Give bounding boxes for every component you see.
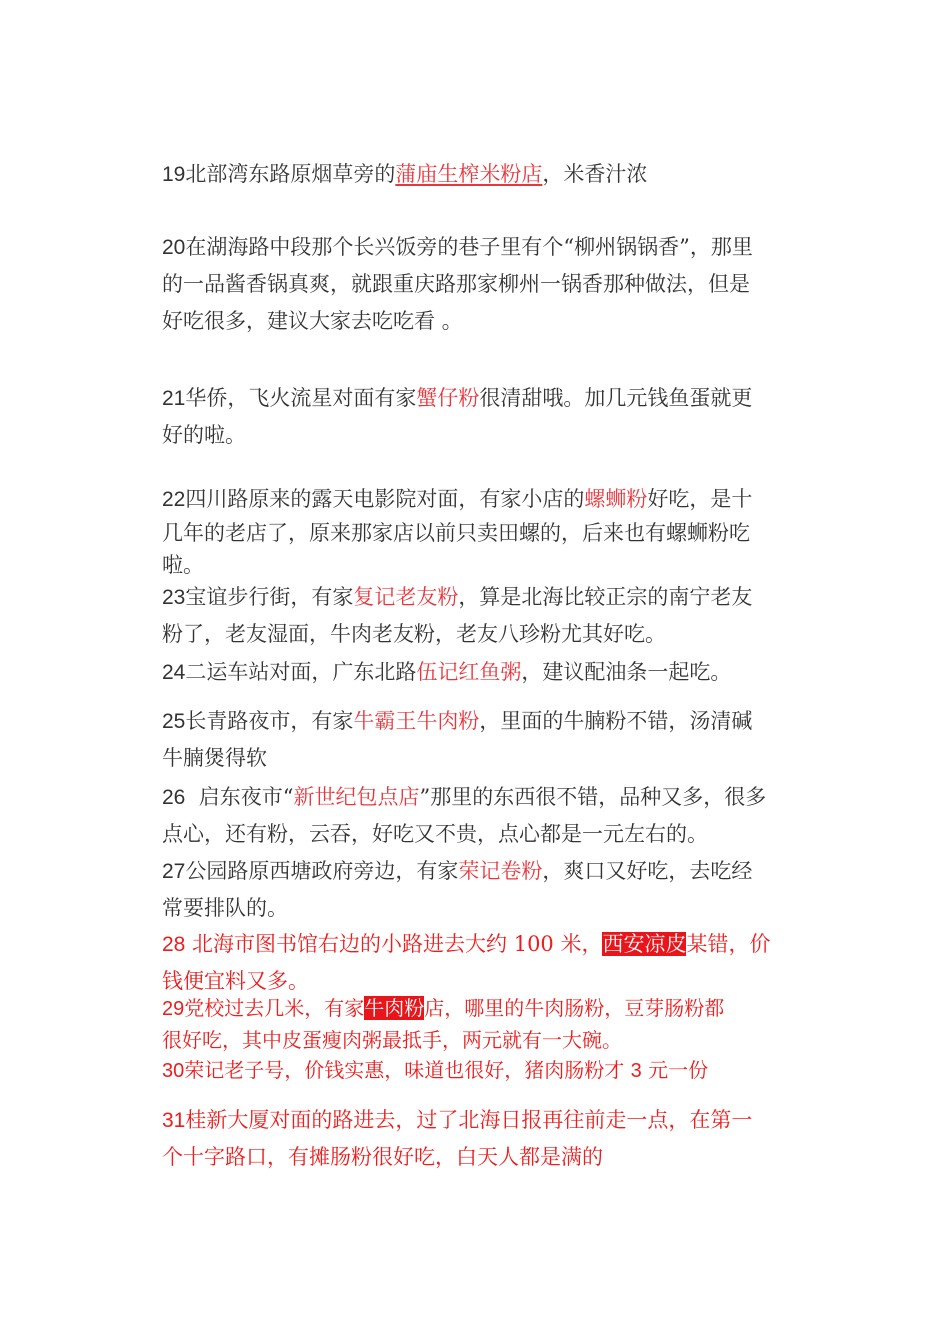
entry-number: 29 <box>162 998 185 1020</box>
entry-text: 北部湾东路原烟草旁的 <box>185 162 396 186</box>
entry-number: 24 <box>162 661 186 684</box>
entry-text: 四川路原来的露天电影院对面，有家小店的 <box>185 487 585 511</box>
entry-text: 牛腩煲得软 <box>162 746 267 770</box>
entry-text: 常要排队的。 <box>162 896 288 920</box>
highlighted-shop-name: 牛肉粉 <box>364 996 425 1020</box>
entry-text: 啦。 <box>162 553 204 577</box>
entry-text: 店，哪里的牛肉肠粉，豆芽肠粉都 <box>424 996 725 1020</box>
shop-name: 荣记卷粉 <box>458 859 543 883</box>
entry-number: 28 <box>162 933 186 956</box>
shop-name: 新世纪包点店 <box>293 785 420 809</box>
entry-number: 21 <box>162 387 186 410</box>
entry-text: ，算是北海比较正宗的南宁老友 <box>458 585 753 609</box>
entry-text: 北海市图书馆右边的小路进去大约 100 米， <box>185 932 603 956</box>
entry-number: 19 <box>162 163 186 186</box>
shop-name: 螺蛳粉 <box>584 487 648 511</box>
entry-23 <box>162 579 822 653</box>
highlighted-shop-name: 西安凉皮 <box>602 932 687 956</box>
entry-text: 华侨，飞火流星对面有家 <box>185 386 417 410</box>
shop-name: 牛霸王牛肉粉 <box>353 709 480 733</box>
entry-22 <box>162 481 822 581</box>
entry-text: 很好吃，其中皮蛋瘦肉粥最抵手，两元就有一大碗。 <box>162 1028 622 1052</box>
price-value: 3 <box>630 1060 642 1082</box>
entry-20 <box>162 229 822 340</box>
entry-text: ，爽口又好吃，去吃经 <box>542 859 753 883</box>
entry-number: 31 <box>162 1109 186 1132</box>
shop-name-link[interactable]: 蒲庙生榨米粉店 <box>395 162 543 186</box>
entry-text: ”那里的东西很不错，品种又多，很多 <box>419 785 767 809</box>
entry-27 <box>162 853 822 927</box>
entry-text: 几年的老店了，原来那家店以前只卖田螺的，后来也有螺蛳粉吃 <box>162 521 750 545</box>
shop-name: 伍记红鱼粥 <box>416 660 522 684</box>
entry-text: 宝谊步行街，有家 <box>185 585 354 609</box>
entry-text: 在湖海路中段那个长兴饭旁的巷子里有个“柳州锅锅香”，那里 <box>185 235 753 259</box>
entry-text: 长青路夜市，有家 <box>185 709 354 733</box>
entry-19 <box>162 156 822 193</box>
entry-text: 钱便宜料又多。 <box>162 969 309 993</box>
entry-text: 公园路原西塘政府旁边，有家 <box>185 859 459 883</box>
entry-31 <box>162 1102 822 1176</box>
entry-number: 26 <box>162 786 186 809</box>
entry-number: 30 <box>162 1060 185 1082</box>
entry-number: 25 <box>162 710 186 733</box>
entry-text: 好吃很多，建议大家去吃吃看 。 <box>162 309 463 333</box>
entry-25 <box>162 703 822 777</box>
entry-text: ，米香汁浓 <box>542 162 648 186</box>
entry-text: 荣记老子号，价钱实惠，味道也很好，猪肉肠粉才 <box>184 1058 631 1082</box>
entry-text: ，建议配油条一起吃。 <box>521 660 732 684</box>
shop-name: 蟹仔粉 <box>416 386 480 410</box>
entry-text: 粉了，老友湿面，牛肉老友粉，老友八珍粉尤其好吃。 <box>162 622 666 646</box>
entry-number: 22 <box>162 488 186 511</box>
entry-30 <box>162 1052 822 1089</box>
entry-26 <box>162 779 822 853</box>
entry-text: 某错，价 <box>686 932 771 956</box>
entry-21 <box>162 380 822 454</box>
entry-text: 好的啦。 <box>162 423 246 447</box>
entry-29 <box>162 992 822 1056</box>
entry-number: 27 <box>162 860 186 883</box>
entry-24 <box>162 654 822 691</box>
entry-28 <box>162 926 822 1000</box>
entry-text: 个十字路口，有摊肠粉很好吃，白天人都是满的 <box>162 1145 603 1169</box>
entry-text: 好吃，是十 <box>647 487 753 511</box>
entry-text: 元一份 <box>641 1058 709 1082</box>
entry-text: 二运车站对面，广东北路 <box>185 660 417 684</box>
entry-text: 点心，还有粉，云吞，好吃又不贵，点心都是一元左右的。 <box>162 822 708 846</box>
entry-text: 的一品酱香锅真爽，就跟重庆路那家柳州一锅香那种做法，但是 <box>162 272 750 296</box>
entry-number: 23 <box>162 586 186 609</box>
entry-text: 党校过去几米，有家 <box>184 996 365 1020</box>
entry-text: 桂新大厦对面的路进去，过了北海日报再往前走一点，在第一 <box>185 1108 753 1132</box>
entry-text: 启东夜市“ <box>185 785 294 809</box>
entry-number: 20 <box>162 236 186 259</box>
entry-text: ，里面的牛腩粉不错，汤清碱 <box>479 709 753 733</box>
shop-name: 复记老友粉 <box>353 585 459 609</box>
entry-text: 很清甜哦。加几元钱鱼蛋就更 <box>479 386 753 410</box>
